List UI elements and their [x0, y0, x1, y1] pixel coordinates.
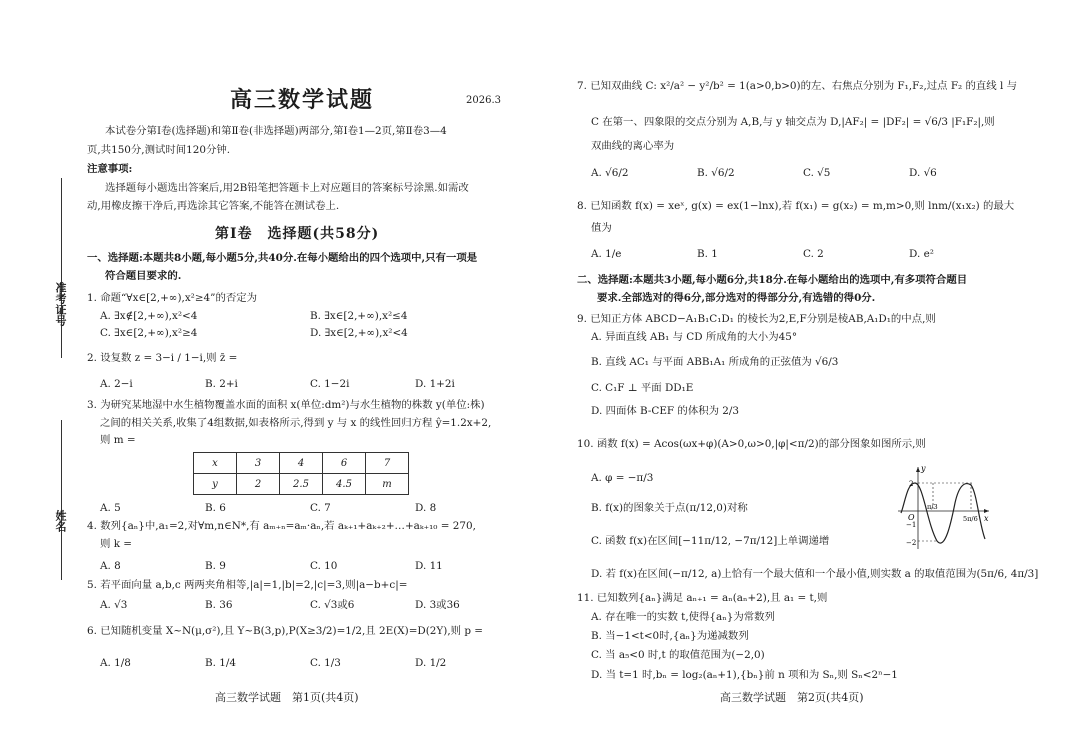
q4-option-d: D. 11: [415, 560, 443, 572]
q7-stem-2: C 在第一、四象限的交点分别为 A,B,与 y 轴交点为 D,|AF₂| = |DF₂| = √6/3 |F₁F₂|,则: [591, 116, 995, 128]
right-page-footer: 高三数学试题 第2页(共4页): [720, 691, 864, 704]
q3-stem-2: 之间的相关关系,收集了4组数据,如表格所示,得到 y 与 x 的线性回归方程 ŷ=1.2x+2,: [100, 417, 492, 429]
q4-stem-2: 则 k =: [100, 538, 132, 550]
q11-option-d: D. 当 t=1 时,bₙ = log₂(aₙ+1),{bₙ}前 n 项和为 Sₙ,则 Sₙ<2ⁿ−1: [591, 669, 898, 681]
tick-label: −1: [906, 521, 917, 529]
graph-origin: O: [908, 513, 915, 522]
q3-option-b: B. 6: [205, 502, 226, 514]
table-cell: 6: [323, 453, 366, 474]
intro-line-1: 本试卷分第Ⅰ卷(选择题)和第Ⅱ卷(非选择题)两部分,第Ⅰ卷1—2页,第Ⅱ卷3—4: [105, 125, 447, 137]
q1-option-d: D. ∃x∈[2,+∞),x²<4: [310, 327, 408, 339]
q1-option-b: B. ∃x∈[2,+∞),x²≤4: [310, 310, 408, 322]
q5-option-c: C. √3或6: [310, 599, 355, 611]
table-cell: 7: [366, 453, 409, 474]
q6-option-a: A. 1/8: [100, 657, 131, 669]
q10-stem: 10. 函数 f(x) = Acos(ωx+φ)(A>0,ω>0,|φ|<π/2)的部分图象如图所示,则: [577, 438, 926, 450]
page-title: 高三数学试题: [230, 87, 375, 113]
table-cell: y: [194, 474, 237, 495]
binding-line-bottom: [61, 420, 62, 580]
table-cell: 4.5: [323, 474, 366, 495]
q10-option-a: A. φ = −π/3: [591, 472, 654, 484]
q11-stem: 11. 已知数列{aₙ}满足 aₙ₊₁ = aₙ(aₙ+2),且 a₁ = t,则: [577, 592, 828, 604]
q10-cosine-graph: [893, 463, 993, 553]
section2-line-1: 二、选择题:本题共3小题,每小题6分,共18分.在每小题给出的选项中,有多项符合题目: [577, 274, 968, 286]
q10-option-d: D. 若 f(x)在区间(−π/12, a)上恰有一个最大值和一个最小值,则实数 a 的取值范围为(5π/6, 4π/3]: [591, 568, 1039, 580]
graph-y-label: y: [921, 464, 926, 473]
binding-line-top: [61, 178, 62, 358]
q9-option-d: D. 四面体 B-CEF 的体积为 2/3: [591, 405, 740, 417]
q7-option-a: A. √6/2: [591, 167, 629, 179]
table-row: [194, 453, 409, 474]
q6-option-b: B. 1/4: [205, 657, 236, 669]
q5-option-a: A. √3: [100, 599, 128, 611]
q2-option-d: D. 1+2i: [415, 378, 455, 390]
table-cell: 3: [237, 453, 280, 474]
q2-option-b: B. 2+i: [205, 378, 238, 390]
q7-option-b: B. √6/2: [697, 167, 735, 179]
table-cell: 2: [237, 474, 280, 495]
q11-option-b: B. 当−1<t<0时,{aₙ}为递减数列: [591, 630, 749, 642]
q6-stem: 6. 已知随机变量 X~N(μ,σ²),且 Y~B(3,p),P(X≥3/2)=1/2,且 2E(X)=D(2Y),则 p =: [87, 625, 483, 637]
section1-line-1: 一、选择题:本题共8小题,每小题5分,共40分.在每小题给出的四个选项中,只有一项是: [87, 252, 478, 264]
q10-option-c: C. 函数 f(x)在区间[−11π/12, −7π/12]上单调递增: [591, 535, 830, 547]
part1-heading: 第Ⅰ卷 选择题(共58分): [215, 226, 380, 242]
x-axis-arrow: [984, 509, 989, 513]
q3-option-d: D. 8: [415, 502, 437, 514]
notice-line-1: 选择题每小题选出答案后,用2B铅笔把答题卡上对应题目的答案标号涂黑.如需改: [105, 182, 469, 194]
exam-id-label: 准考证号: [54, 282, 67, 326]
notice-title: 注意事项:: [87, 163, 133, 175]
section1-line-2: 符合题目要求的.: [105, 270, 182, 282]
q8-stem-1: 8. 已知函数 f(x) = xeˣ, g(x) = ex(1−lnx),若 f(x₁) = g(x₂) = m,m>0,则 lnm/(x₁x₂) 的最大: [577, 200, 1015, 212]
q9-option-b: B. 直线 AC₁ 与平面 ABB₁A₁ 所成角的正弦值为 √6/3: [591, 356, 839, 368]
q5-stem: 5. 若平面向量 a,b,c 两两夹角相等,|a|=1,|b|=2,|c|=3,则|a−b+c|=: [87, 579, 408, 591]
table-cell: m: [366, 474, 409, 495]
q11-option-c: C. 当 a₅<0 时,t 的取值范围为(−2,0): [591, 649, 765, 661]
exam-date: 2026.3: [466, 95, 501, 106]
q8-stem-2: 值为: [591, 222, 612, 234]
q3-option-a: A. 5: [100, 502, 121, 514]
q2-option-c: C. 1−2i: [310, 378, 350, 390]
q9-stem: 9. 已知正方体 ABCD−A₁B₁C₁D₁ 的棱长为2,E,F分别是棱AB,A₁D₁的中点,则: [577, 313, 936, 325]
notice-line-2: 动,用橡皮擦干净后,再选涂其它答案,不能答在测试卷上.: [87, 200, 340, 212]
q8-option-d: D. e²: [909, 248, 934, 260]
left-page-footer: 高三数学试题 第1页(共4页): [215, 691, 359, 704]
q6-option-d: D. 1/2: [415, 657, 447, 669]
table-row: [194, 474, 409, 495]
tick-label: 5π/6: [963, 515, 978, 523]
q9-option-a: A. 异面直线 AB₁ 与 CD 所成角的大小为45°: [591, 331, 798, 343]
table-cell: 4: [280, 453, 323, 474]
q8-option-c: C. 2: [803, 248, 824, 260]
y-axis-arrow: [916, 467, 920, 472]
q6-option-c: C. 1/3: [310, 657, 341, 669]
q7-stem-3: 双曲线的离心率为: [591, 140, 675, 152]
q8-option-b: B. 1: [697, 248, 718, 260]
tick-label: π/3: [927, 503, 938, 511]
q4-option-a: A. 8: [100, 560, 121, 572]
q2-stem: 2. 设复数 z = 3−i / 1−i,则 z̄ =: [87, 352, 238, 364]
q9-option-c: C. C₁F ⊥ 平面 DD₁E: [591, 382, 694, 394]
q10-option-b: B. f(x)的图象关于点(π/12,0)对称: [591, 502, 748, 514]
q4-option-b: B. 9: [205, 560, 226, 572]
q1-option-a: A. ∃x∉[2,+∞),x²<4: [100, 310, 198, 322]
name-label: 姓名: [54, 510, 67, 532]
q7-stem-1: 7. 已知双曲线 C: x²/a² − y²/b² = 1(a>0,b>0)的左、右焦点分别为 F₁,F₂,过点 F₂ 的直线 l 与: [577, 80, 1018, 92]
q7-option-c: C. √5: [803, 167, 831, 179]
q3-stem-3: 则 m =: [100, 434, 136, 446]
q3-option-c: C. 7: [310, 502, 331, 514]
q2-option-a: A. 2−i: [100, 378, 133, 390]
tick-label: 2: [909, 480, 914, 488]
q3-stem-1: 3. 为研究某地湿中水生植物覆盖水面的面积 x(单位:dm²)与水生植物的株数 y(单位:株): [87, 399, 485, 411]
q1-stem: 1. 命题“∀x∈[2,+∞),x²≥4”的否定为: [87, 292, 258, 304]
section2-line-2: 要求.全部选对的得6分,部分选对的得部分分,有选错的得0分.: [597, 292, 876, 304]
q1-option-c: C. ∃x∈[2,+∞),x²≥4: [100, 327, 198, 339]
intro-line-2: 页,共150分,测试时间120分钟.: [87, 144, 231, 156]
table-cell: x: [194, 453, 237, 474]
q4-option-c: C. 10: [310, 560, 338, 572]
q4-stem-1: 4. 数列{aₙ}中,a₁=2,对∀m,n∈N*,有 aₘ₊ₙ=aₘ·aₙ,若 aₖ₊₁+aₖ₊₂+…+aₖ₊₁₀ = 270,: [87, 520, 476, 532]
table-cell: 2.5: [280, 474, 323, 495]
tick-label: −2: [906, 539, 917, 547]
q8-option-a: A. 1/e: [591, 248, 622, 260]
q5-option-d: D. 3或36: [415, 599, 460, 611]
graph-x-label: x: [984, 514, 989, 523]
q3-data-table: [193, 452, 409, 495]
q11-option-a: A. 存在唯一的实数 t,使得{aₙ}为常数列: [591, 611, 775, 623]
q7-option-d: D. √6: [909, 167, 937, 179]
q5-option-b: B. 36: [205, 599, 233, 611]
